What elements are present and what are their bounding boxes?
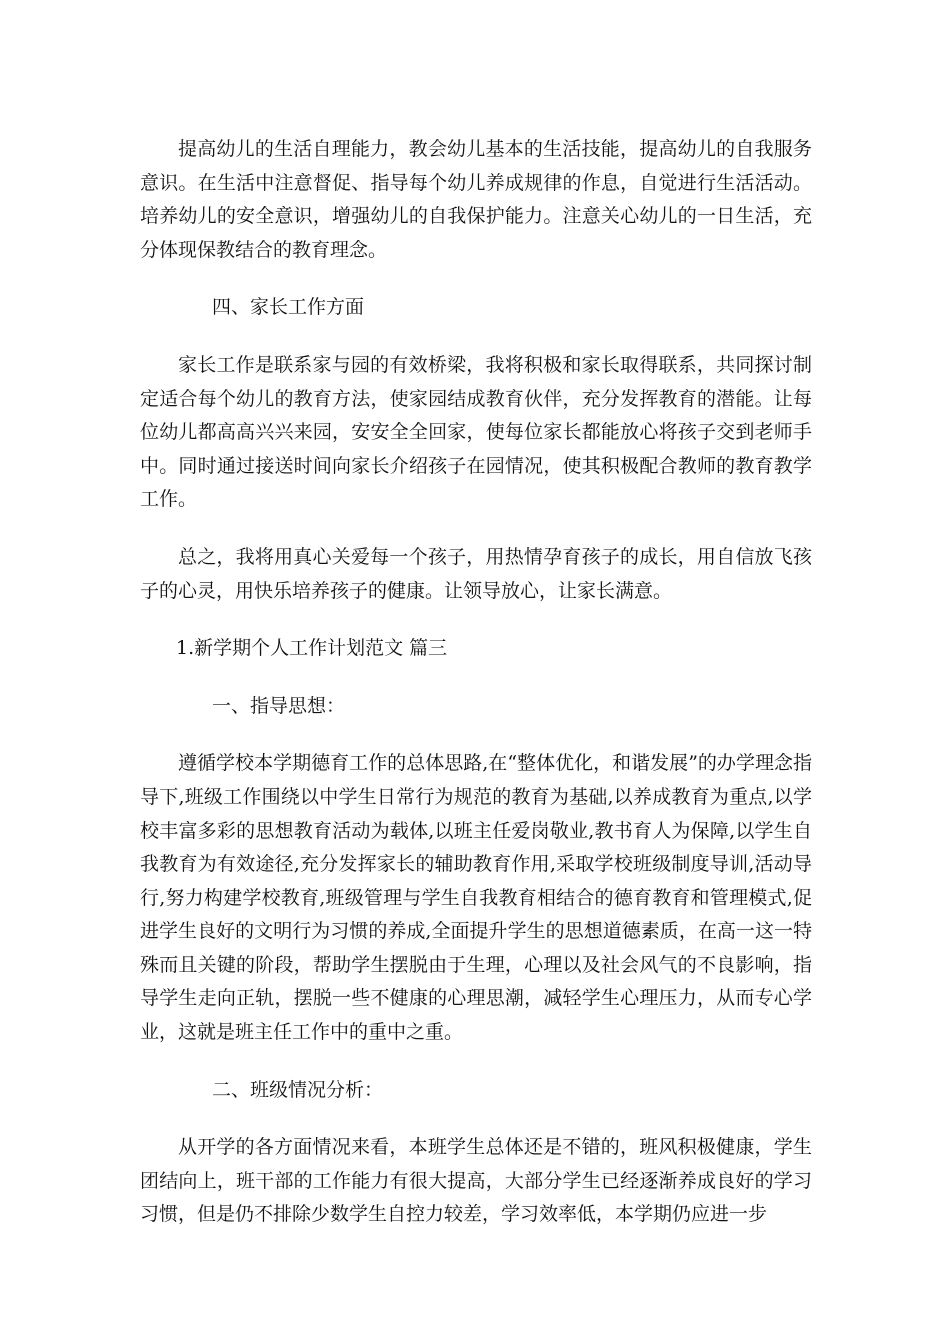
section-heading-parent-work: 四、家长工作方面 (212, 296, 365, 319)
spacer (140, 666, 812, 690)
document-body (140, 133, 812, 1232)
section-heading-guiding-thought: 一、指导思想： (212, 694, 346, 717)
spacer (140, 1050, 812, 1074)
paragraph-summary: 总之，我将用真心关爱每一个孩子，用热情孕育孩子的成长，用自信放飞孩子的心灵，用快乐培养孩子的健康。让领导放心，让家长满意。 (140, 545, 812, 602)
article-title: 1.新学期个人工作计划范文 篇三 (176, 637, 448, 660)
paragraph-class-analysis: 从开学的各方面情况来看，本班学生总体还是不错的，班风积极健康，学生团结向上，班干部的工作能力有很大提高，大部分学生已经逐渐养成良好的学习习惯，但是仍不排除少数学生自控力较差，学习效率低，本学期仍应进一步 (140, 1136, 812, 1226)
spacer (140, 267, 812, 291)
spacer (140, 517, 812, 541)
spacer (140, 723, 812, 747)
spacer (140, 608, 812, 632)
section-heading-class-analysis: 二、班级情况分析： (212, 1078, 384, 1101)
paragraph-life-skills: 提高幼儿的生活自理能力，教会幼儿基本的生活技能，提高幼儿的自我服务意识。在生活中注意督促、指导每个幼儿养成规律的作息，自觉进行生活活动。培养幼儿的安全意识，增强幼儿的自我保护能力。注意关心幼儿的一日生活，充分体现保教结合的教育理念。 (140, 138, 812, 261)
paragraph-parent-work: 家长工作是联系家与园的有效桥梁，我将积极和家长取得联系，共同探讨制定适合每个幼儿的教育方法，使家园结成教育伙伴，充分发挥教育的潜能。让每位幼儿都高高兴兴来园，安安全全回家，使每位家长都能放心将孩子交到老师手中。同时通过接送时间向家长介绍孩子在园情况，使其积极配合教师的教育教学工作。 (140, 353, 812, 511)
spacer (140, 1107, 812, 1131)
paragraph-guiding-thought: 遵循学校本学期德育工作的总体思路,在“整体优化，和谐发展”的办学理念指导下,班级工作围绕以中学生日常行为规范的教育为基础,以养成教育为重点,以学校丰富多彩的思想教育活动为载体,以班主任爱岗敬业,教书育人为保障,以学生自我教育为有效途径,充分发挥家长的辅助教育作用,采取学校班级制度导训,活动导行,努力构建学校教育,班级管理与学生自我教育相结合的德育教育和管理模式,促进学生良好的文明行为习惯的养成,全面提升学生的思想道德素质，在高一这一特殊而且关键的阶段，帮助学生摆脱由于生理，心理以及社会风气的不良影响，指导学生走向正轨，摆脱一些不健康的心理思潮，减轻学生心理压力，从而专心学业，这就是班主任工作中的重中之重。 (140, 752, 812, 1044)
spacer (140, 325, 812, 349)
